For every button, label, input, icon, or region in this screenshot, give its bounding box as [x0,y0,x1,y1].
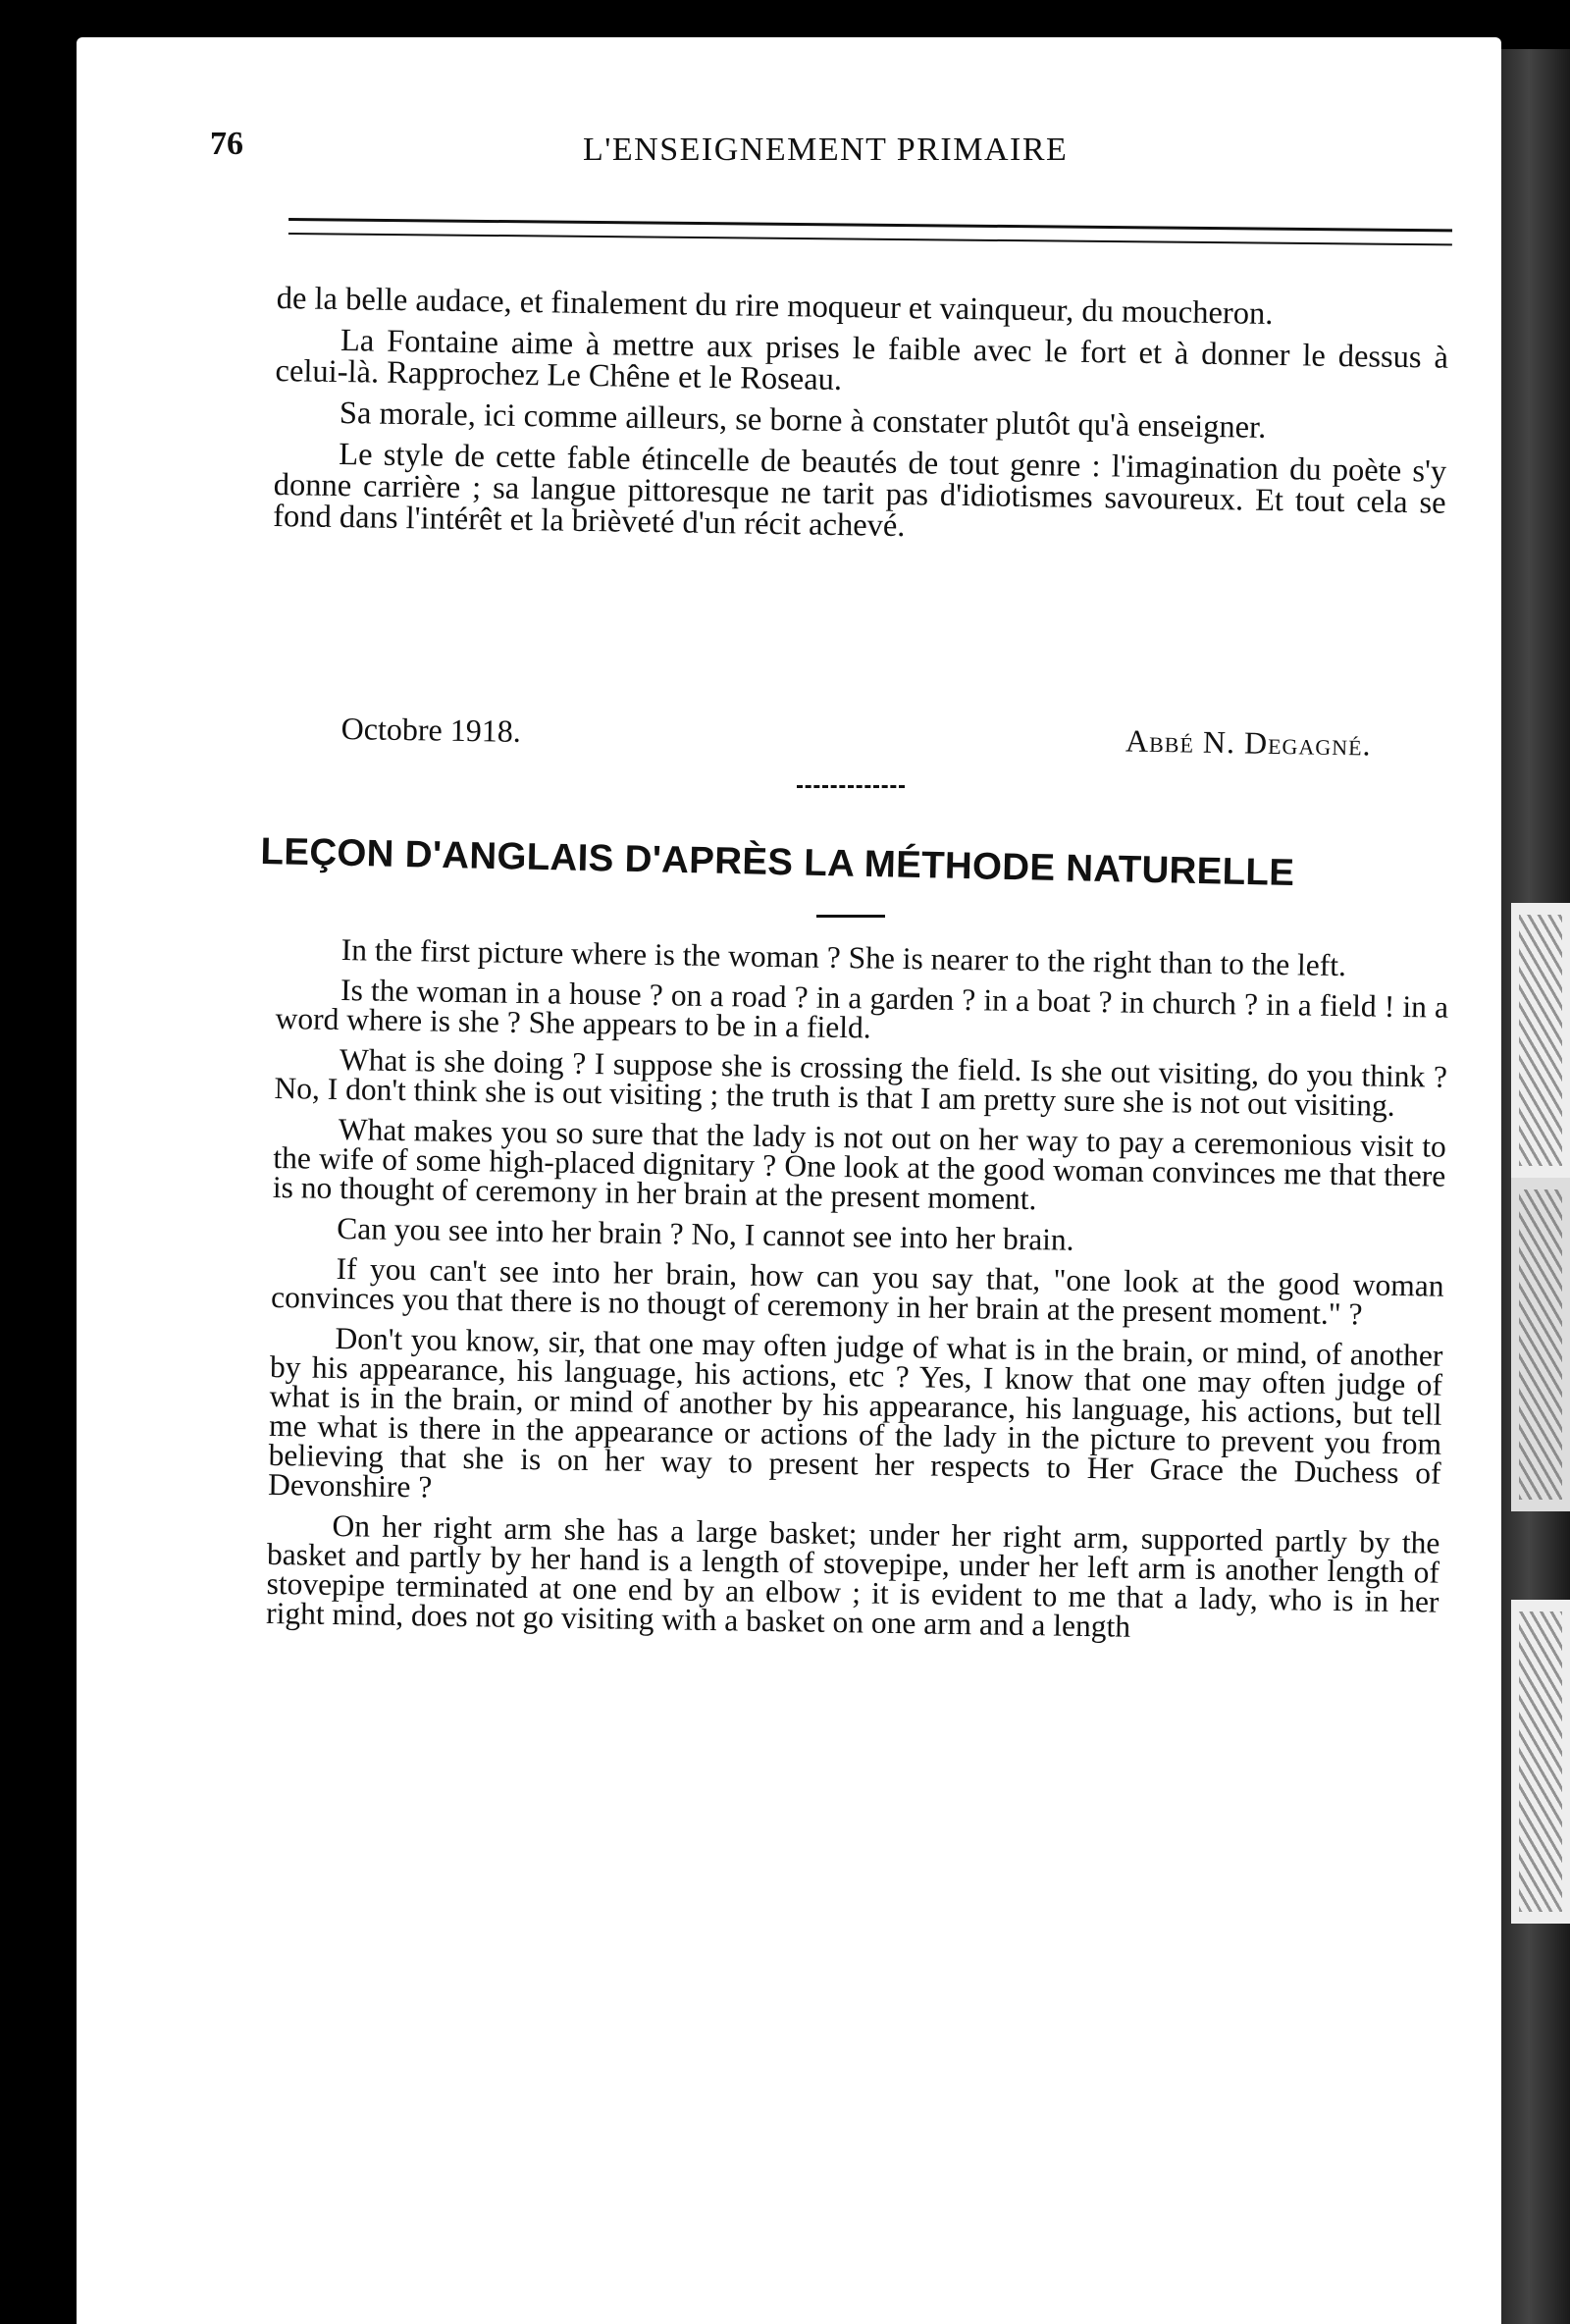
signature-date: Octobre 1918. [340,711,522,749]
paragraph: In the first picture where is the woman ? She is nearer to the right than to the left. [340,932,1347,983]
paragraph: Le style de cette fable étincelle de beautés de tout genre : l'imagination du poète s'y donne carrière ; sa langue pittoresque ne tarit pas d'idiotismes savoureux. Et tout cela se fond dans l'intérêt et la brièveté d'un récit achevé. [272,437,1447,545]
adjacent-page-illustration [1511,903,1570,1178]
paragraph: Sa morale, ici comme ailleurs, se borne à constater plutôt qu'à enseigner. [339,396,1267,446]
paragraph: What is she doing ? I suppose she is crossing the field. Is she out visiting, do you think ? No, I don't think she is out visiting ; the truth is that I am pretty sure she is not out visiting. [274,1042,1448,1123]
title-underline [816,915,885,918]
paragraph: La Fontaine aime à mettre aux prises le faible avec le fort et à donner le dessus à celui-là. Rapprochez Le Chêne et le Roseau. [275,323,1449,398]
fable-commentary [273,283,1449,560]
paragraph: Is the woman in a house ? on a road ? in a garden ? in a boat ? in church ? in a field ! in a word where is she ? She appears to be in a field. [275,973,1449,1045]
page-number: 76 [210,126,243,162]
paragraph: de la belle audace, et finalement du rire moqueur et vainqueur, du moucheron. [276,281,1274,332]
english-lesson-body [266,934,1449,1658]
paragraph: Can you see into her brain ? No, I cannot see into her brain. [337,1211,1074,1257]
section-separator [797,785,905,788]
paragraph: If you can't see into her brain, how can you say that, "one look at the good woman convinces you that there is no thougt of ceremony in her brain at the present moment." ? [270,1250,1444,1332]
signature-author: Abbé N. Degagné. [1125,722,1372,763]
adjacent-page-illustration [1511,1600,1570,1924]
paragraph: What makes you so sure that the lady is not out on her way to pay a ceremonious visit to the wife of some high-placed dignitary ? One look at the good woman convinces me that there is no thought of ceremony in her brain at the present moment. [272,1112,1447,1217]
article-title: LEÇON D'ANGLAIS D'APRÈS LA MÉTHODE NATURELLE [260,830,1295,895]
paragraph: On her right arm she has a large basket; under her right arm, supported partly by the basket and partly by her hand is a length of stovepipe, under her left arm is another length of stovepipe terminated at one end by an elbow ; it is evident to me that a lady, who is in her right mind, does not go visiting with a basket on one arm and a length [265,1507,1440,1644]
adjacent-page-illustration [1511,1178,1570,1511]
paragraph: Don't you know, sir, that one may often judge of what is in the brain, or mind, of another by his appearance, his language, his actions, etc ? Yes, I know that one may often judge of what is in the brain, or mind of another by his appearance, his language, his actions, but tell me what is there in the appearance or actions of the lady in the picture to prevent you from believing that she is on her way to present her respects to Her Grace the Duchess of Devonshire ? [267,1320,1443,1505]
running-title: L'ENSEIGNEMENT PRIMAIRE [583,132,1069,168]
